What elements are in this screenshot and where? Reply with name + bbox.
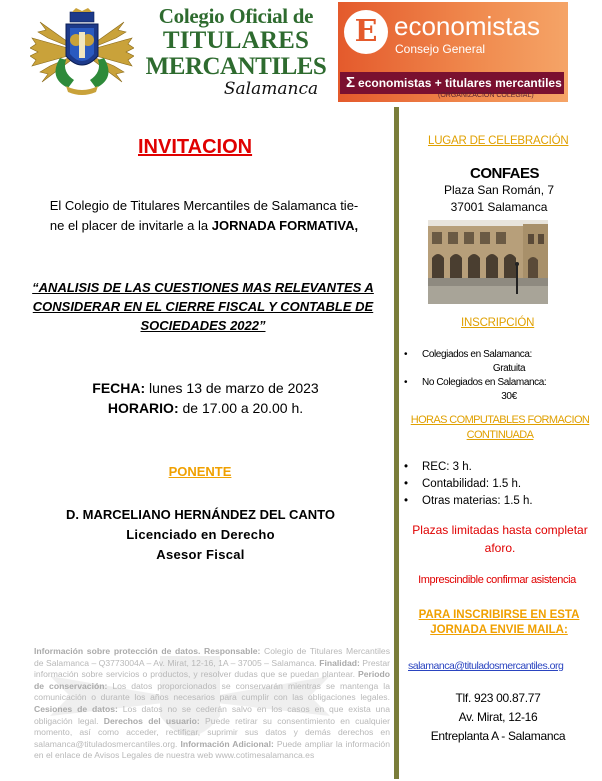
date-time-block [28,378,383,418]
venue-addr2: 37001 Salamanca [450,200,548,214]
privacy-p4-label: Cesiones de datos: [34,703,118,714]
colegio-logo-block [28,2,338,102]
privacy-p6-label: Información Adicional: [180,738,274,749]
privacy-p6: Puede ampliar la información en el enlace de Avisos Legales de nuestra web www.cotimesalamanca.es [34,738,390,761]
horario-value: de 17.00 a 20.00 h. [178,400,304,416]
fecha-label: FECHA: [92,380,146,396]
ponente-heading: PONENTE [168,464,232,479]
event-title: “ANALISIS DE LAS CUESTIONES MAS RELEVANTES A CONSIDERAR EN EL CIERRE FISCAL Y CONTABLE DE SOCIEDADES 2022” [32,280,374,333]
ponente-role1: Licenciado en Derecho [126,527,275,542]
venue-photo [428,220,548,304]
inscripcion-heading: INSCRIPCIÓN [461,317,535,329]
contact-address1: Av. Mirat, 12-16 [458,710,538,724]
fee-item [404,376,596,404]
horas-item: • REC: 3 h. [404,459,596,476]
fee-value: Gratuita [492,363,526,374]
colegio-line3: MERCANTILES [145,53,327,80]
fee-value: 30€ [501,391,517,402]
fee-label: Colegiados en Salamanca: [422,349,532,360]
fecha-value: lunes 13 de marzo de 2023 [145,380,319,396]
plazas-limitadas: Plazas limitadas hasta completar aforo. [412,523,588,555]
privacy-p3: Los datos proporcionados se conservarán mientras se mantenga la comunicación o durante los años necesarios para cumplir con las obligaciones legales. [34,680,390,703]
venue-address [400,182,598,216]
privacy-p5-label: Derechos del usuario: [103,715,200,726]
intro-line2: ne el placer de invitarle a la [49,218,212,233]
colegio-name [136,4,336,98]
privacy-p2-label: Finalidad: [319,657,360,668]
privacy-p2: Prestar información sobre servicios o productos, y resolver dudas que se puedan plantear. [34,657,390,680]
economistas-logo-icon: E [344,10,388,54]
privacy-notice [34,646,390,762]
contact-tel: Tlf. 923 00.87.77 [455,691,541,705]
lugar-heading: LUGAR DE CELEBRACIÓN [428,135,569,147]
economistas-logo-block [338,2,568,102]
intro-text [28,196,380,236]
horas-list [404,459,596,510]
privacy-p4: Los datos no se cederán salvo en los casos en que exista una obligación legal. [34,703,390,726]
ponente-name: D. MARCELIANO HERNÁNDEZ DEL CANTO [66,507,335,522]
fees-list [404,348,596,404]
colegio-line4: Salamanca [223,79,319,99]
colegio-crest-icon [30,8,134,96]
privacy-p5: Puede retirar su consentimiento en cualquier momento, así como acceder, rectificar, suprimir sus datos y demás derechos en salamanca@tituladosmercantiles.org. [34,715,390,749]
horas-item: • Otras materias: 1.5 h. [404,493,596,510]
intro-line1: El Colegio de Titulares Mercantiles de Salamanca tie- [49,198,359,213]
inscribirse-heading: PARA INSCRIBIRSE EN ESTA JORNADA ENVIE MAILA: [418,609,580,636]
venue-addr1: Plaza San Román, 7 [443,183,555,197]
privacy-p1-label: Información sobre protección de datos. Responsable: [34,646,261,656]
intro-jornada: JORNADA FORMATIVA, [211,218,359,233]
economistas-title: economistas [394,11,540,41]
column-divider [394,107,399,779]
sigma-icon: Σ [346,74,356,91]
ponente-role2: Asesor Fiscal [156,547,245,562]
privacy-p1: Colegio de Titulares Mercantiles de Salamanca – Q3773004A – Av. Mirat, 12-16, 1A – 37005 – Salamanca. [34,646,390,668]
horas-heading: HORAS COMPUTABLES FORMACION CONTINUADA [410,414,590,441]
contact-address2: Entreplanta A - Salamanca [430,729,566,743]
privacy-p3-label: Periodo de conservación: [34,669,390,691]
email-link[interactable]: salamanca@tituladosmercantiles.org [408,660,564,672]
colegio-line1: Colegio Oficial de [158,4,314,28]
horario-label: HORARIO: [107,400,179,416]
invitation-title: INVITACION [138,136,253,158]
economistas-band [340,72,564,94]
horas-item: • Contabilidad: 1.5 h. [404,476,596,493]
colegio-line2: TITULARES [162,27,310,54]
imprescindible-confirmar: Imprescindible confirmar asistencia [418,574,576,586]
venue-name: CONFAES [470,165,540,182]
economistas-band-text: economistas + titulares mercantiles [358,76,562,90]
fee-label: No Colegiados en Salamanca: [422,377,547,388]
header [28,2,568,102]
ponente-block [28,505,373,565]
contact-block [404,689,592,746]
fee-item [404,348,596,376]
economistas-subtitle: Consejo General [395,42,486,56]
economistas-foot: (ORGANIZACIÓN COLEGIAL) [438,92,534,99]
